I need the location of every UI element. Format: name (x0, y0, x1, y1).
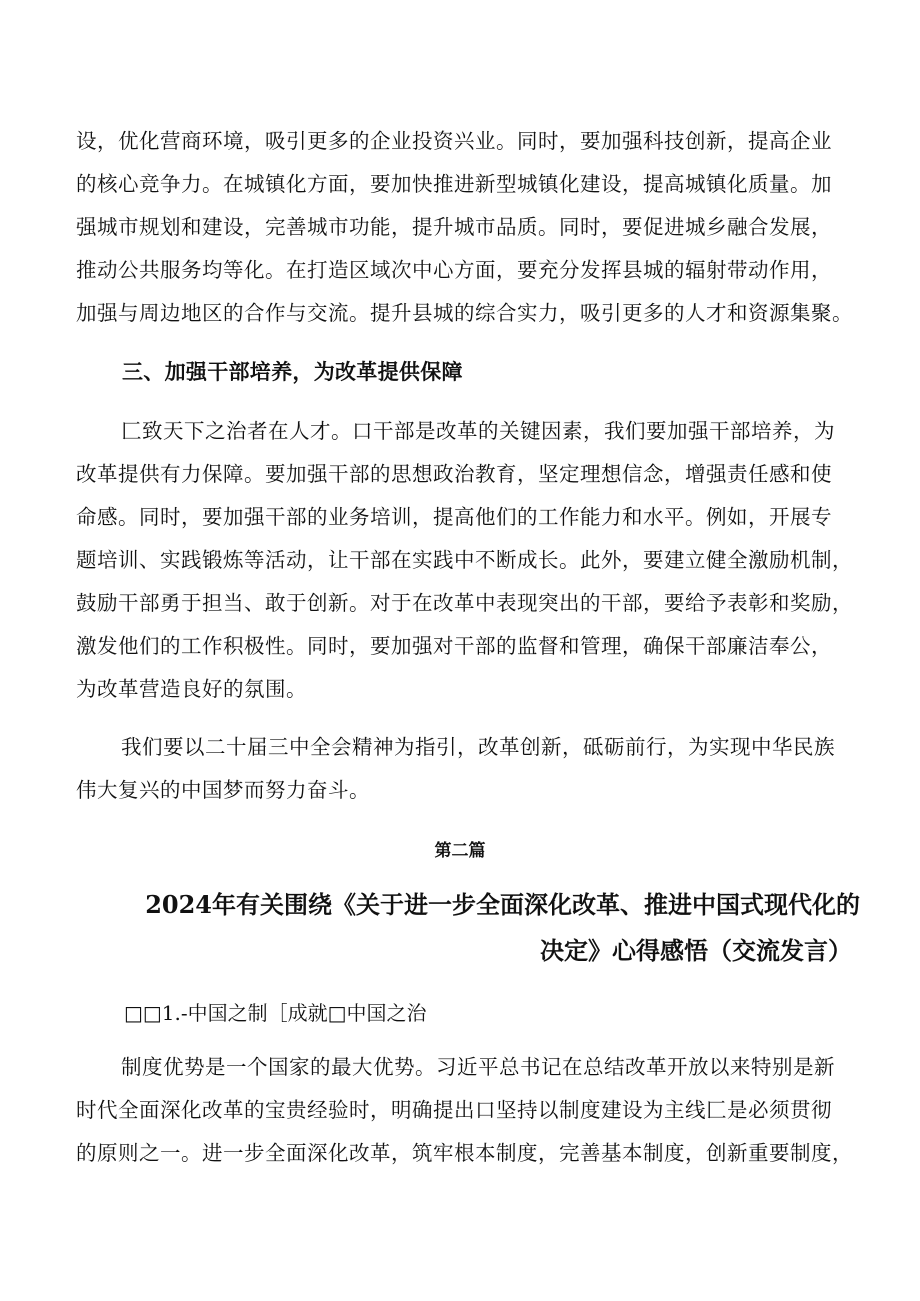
text-line: 设，优化营商环境，吸引更多的企业投资兴业。同时，要加强科技创新，提高企业 (76, 129, 832, 153)
document-title-line1: 2024年有关围绕《关于进一步全面深化改革、推进中国式现代化的 (145, 890, 860, 919)
paragraph-urbanization (76, 120, 860, 335)
paragraph-institutional-advantage (76, 1046, 860, 1175)
section-heading-3: 三、加强干部培养，为改革提供保障 (122, 360, 463, 384)
paragraph-conclusion (76, 726, 860, 812)
text-line: 时代全面深化改革的宝贵经验时，明确提出口坚持以制度建设为主线匚是必须贯彻 (76, 1098, 832, 1122)
text-line: 我们要以二十届三中全会精神为指引，改革创新，砥砺前行，为实现中华民族 (121, 735, 835, 759)
text-line: 的原则之一。进一步全面深化改革，筑牢根本制度，完善基本制度，创新重要制度， (76, 1141, 853, 1165)
text-line: 加强与周边地区的合作与交流。提升县城的综合实力，吸引更多的人才和资源集聚。 (76, 301, 853, 325)
text-line: 制度优势是一个国家的最大优势。习近平总书记在总结改革开放以来特别是新 (121, 1055, 835, 1079)
part-title: 第二篇 (434, 841, 486, 861)
section-label: □□1.-中国之制［成就□中国之治 (124, 1001, 427, 1025)
document-title-line2: 决定》心得感悟（交流发言） (540, 936, 852, 965)
text-line: 鼓励干部勇于担当、敢于创新。对于在改革中表现突出的干部，要给予表彰和奖励， (76, 591, 853, 615)
text-line: 改革提供有力保障。要加强干部的思想政治教育，坚定理想信念，增强责任感和使 (76, 462, 832, 486)
text-line: 题培训、实践锻炼等活动，让干部在实践中不断成长。此外，要建立健全激励机制， (76, 548, 853, 572)
text-line: 命感。同时，要加强干部的业务培训，提高他们的工作能力和水平。例如，开展专 (76, 505, 832, 529)
document-title (96, 882, 860, 974)
text-line: 伟大复兴的中国梦而努力奋斗。 (76, 778, 370, 802)
text-line: 推动公共服务均等化。在打造区域次中心方面，要充分发挥县城的辐射带动作用， (76, 258, 832, 282)
text-line: 匚致天下之治者在人才。口干部是改革的关键因素，我们要加强干部培养，为 (121, 419, 835, 443)
text-line: 激发他们的工作积极性。同时，要加强对干部的监督和管理，确保干部廉洁奉公， (76, 634, 832, 658)
text-line: 为改革营造良好的氛围。 (76, 677, 307, 701)
text-line: 的核心竞争力。在城镇化方面，要加快推进新型城镇化建设，提高城镇化质量。加 (76, 172, 832, 196)
paragraph-cadre-training (76, 410, 860, 711)
text-line: 强城市规划和建设，完善城市功能，提升城市品质。同时，要促进城乡融合发展， (76, 215, 832, 239)
